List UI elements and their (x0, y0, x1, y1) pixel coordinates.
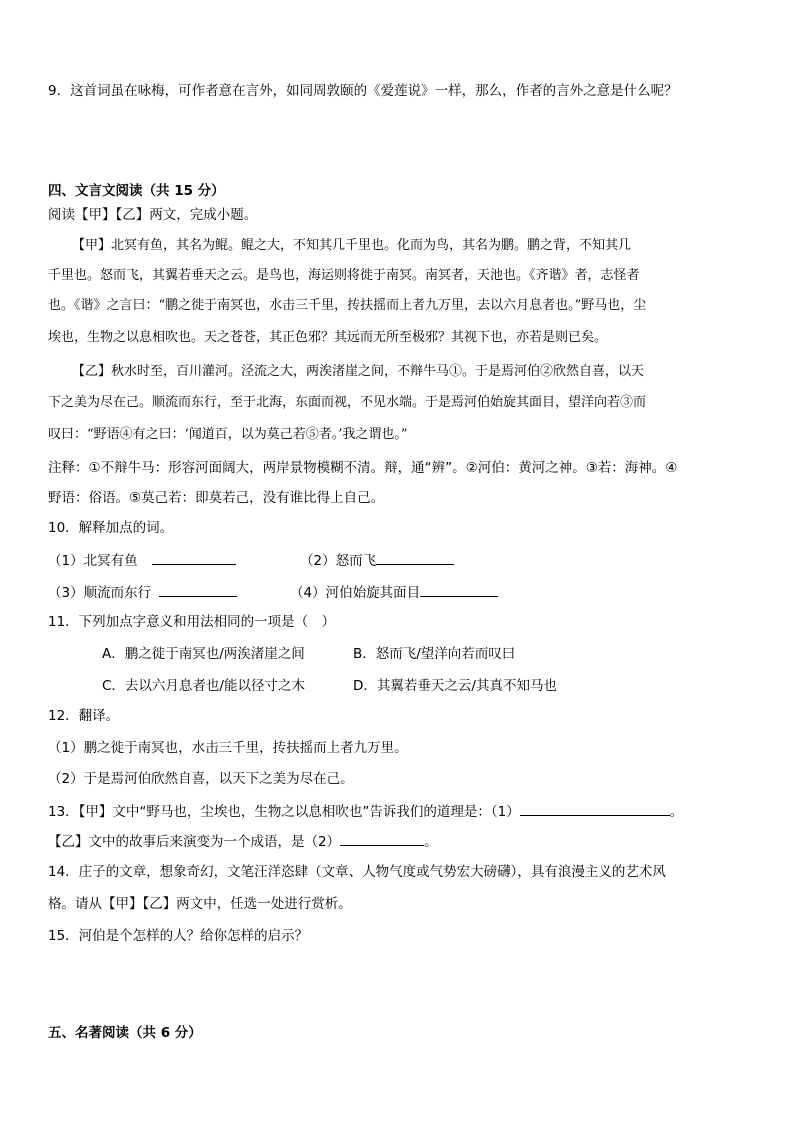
question-10-item: （2）怒而飞 (300, 550, 454, 571)
section-5-title: 五、名著阅读（共 6 分） (48, 1025, 202, 1041)
question-10-item: （3）顺流而东行 (48, 582, 237, 603)
question-12-item: （1）鹏之徙于南冥也，水击三千里，抟扶摇而上者九万里。 (48, 740, 408, 756)
question-10-item: （1）北冥有鱼 (48, 550, 236, 571)
question-13-line: 13．【甲】文中“野马也，尘埃也，生物之以息相吹也”告诉我们的道理是：（1） 。 (48, 801, 683, 822)
question-9: 9．这首词虽在咏梅，可作者意在言外，如同周敦颐的《爱莲说》一样，那么，作者的言外之意是什么呢？ (48, 83, 678, 99)
notes-line: 注释：①不辩牛马：形容河面阔大，两岸景物模糊不清。辩，通“辨”。②河伯：黄河之神。③若：海神。④ (48, 460, 678, 476)
question-14-line: 14．庄子的文章，想象奇幻，文笔汪洋恣肆（文章、人物气度或气势宏大磅礴），具有浪漫主义的艺术风 (48, 864, 666, 880)
answer-blank[interactable] (152, 550, 236, 565)
passage-jia-line: 埃也，生物之以息相吹也。天之苍苍，其正色邪？其远而无所至极邪？其视下也，亦若是则已矣。 (48, 330, 608, 345)
question-10-item: （4）河伯始旋其面目 (290, 582, 498, 603)
question-11-stem: 11．下列加点字意义和用法相同的一项是（ ） (48, 614, 336, 630)
answer-blank[interactable] (340, 831, 424, 846)
question-14-line: 格。请从【甲】【乙】两文中，任选一处进行赏析。 (48, 896, 352, 912)
passage-jia-line: 也。《谐》之言曰：“鹏之徙于南冥也，水击三千里，抟扶摇而上者九万里，去以六月息者也。”野马也，尘 (48, 298, 647, 313)
option-b: B．怒而飞/望洋向若而叹曰 (353, 646, 516, 662)
question-12-item: （2）于是焉河伯欣然自喜，以天下之美为尽在己。 (48, 771, 354, 787)
section-4-instruction: 阅读【甲】【乙】两文，完成小题。 (48, 207, 258, 223)
passage-yi-line: 下之美为尽在己。顺流而东行，至于北海，东面而视，不见水端。于是焉河伯始旋其面目，望洋向若③而 (48, 395, 647, 410)
answer-blank[interactable] (376, 550, 454, 565)
question-13-line: 【乙】文中的故事后来演变为一个成语，是（2） 。 (48, 831, 438, 852)
passage-jia-line: 千里也。怒而飞，其翼若垂天之云。是鸟也，海运则将徙于南冥。南冥者，天池也。《齐谐》者，志怪者 (48, 268, 640, 283)
option-a: A．鹏之徙于南冥也/两涘渚崖之间 (102, 646, 305, 662)
answer-blank[interactable] (420, 582, 498, 597)
question-12-stem: 12．翻译。 (48, 708, 120, 724)
passage-yi-line: 叹曰：“野语④有之曰：‘闻道百，以为莫己若⑤者。’我之谓也。” (48, 427, 408, 442)
question-10-stem: 10．解释加点的词。 (48, 520, 174, 536)
answer-blank[interactable] (159, 582, 237, 597)
section-4-title: 四、文言文阅读（共 15 分） (48, 183, 225, 199)
question-15: 15．河伯是个怎样的人？给你怎样的启示？ (48, 928, 309, 944)
option-c: C．去以六月息者也/能以径寸之木 (102, 678, 305, 694)
option-d: D．其翼若垂天之云/其真不知马也 (353, 678, 557, 694)
passage-yi-line: 【乙】秋水时至，百川灌河。泾流之大，两涘渚崖之间，不辩牛马①。于是焉河伯②欣然自喜，以天 (72, 364, 645, 379)
answer-blank[interactable] (520, 801, 670, 816)
passage-jia-line: 【甲】北冥有鱼，其名为鲲。鲲之大，不知其几千里也。化而为鸟，其名为鹏。鹏之背，不知其几 (72, 238, 632, 253)
notes-line: 野语：俗语。⑤莫己若：即莫若己，没有谁比得上自己。 (48, 490, 385, 506)
